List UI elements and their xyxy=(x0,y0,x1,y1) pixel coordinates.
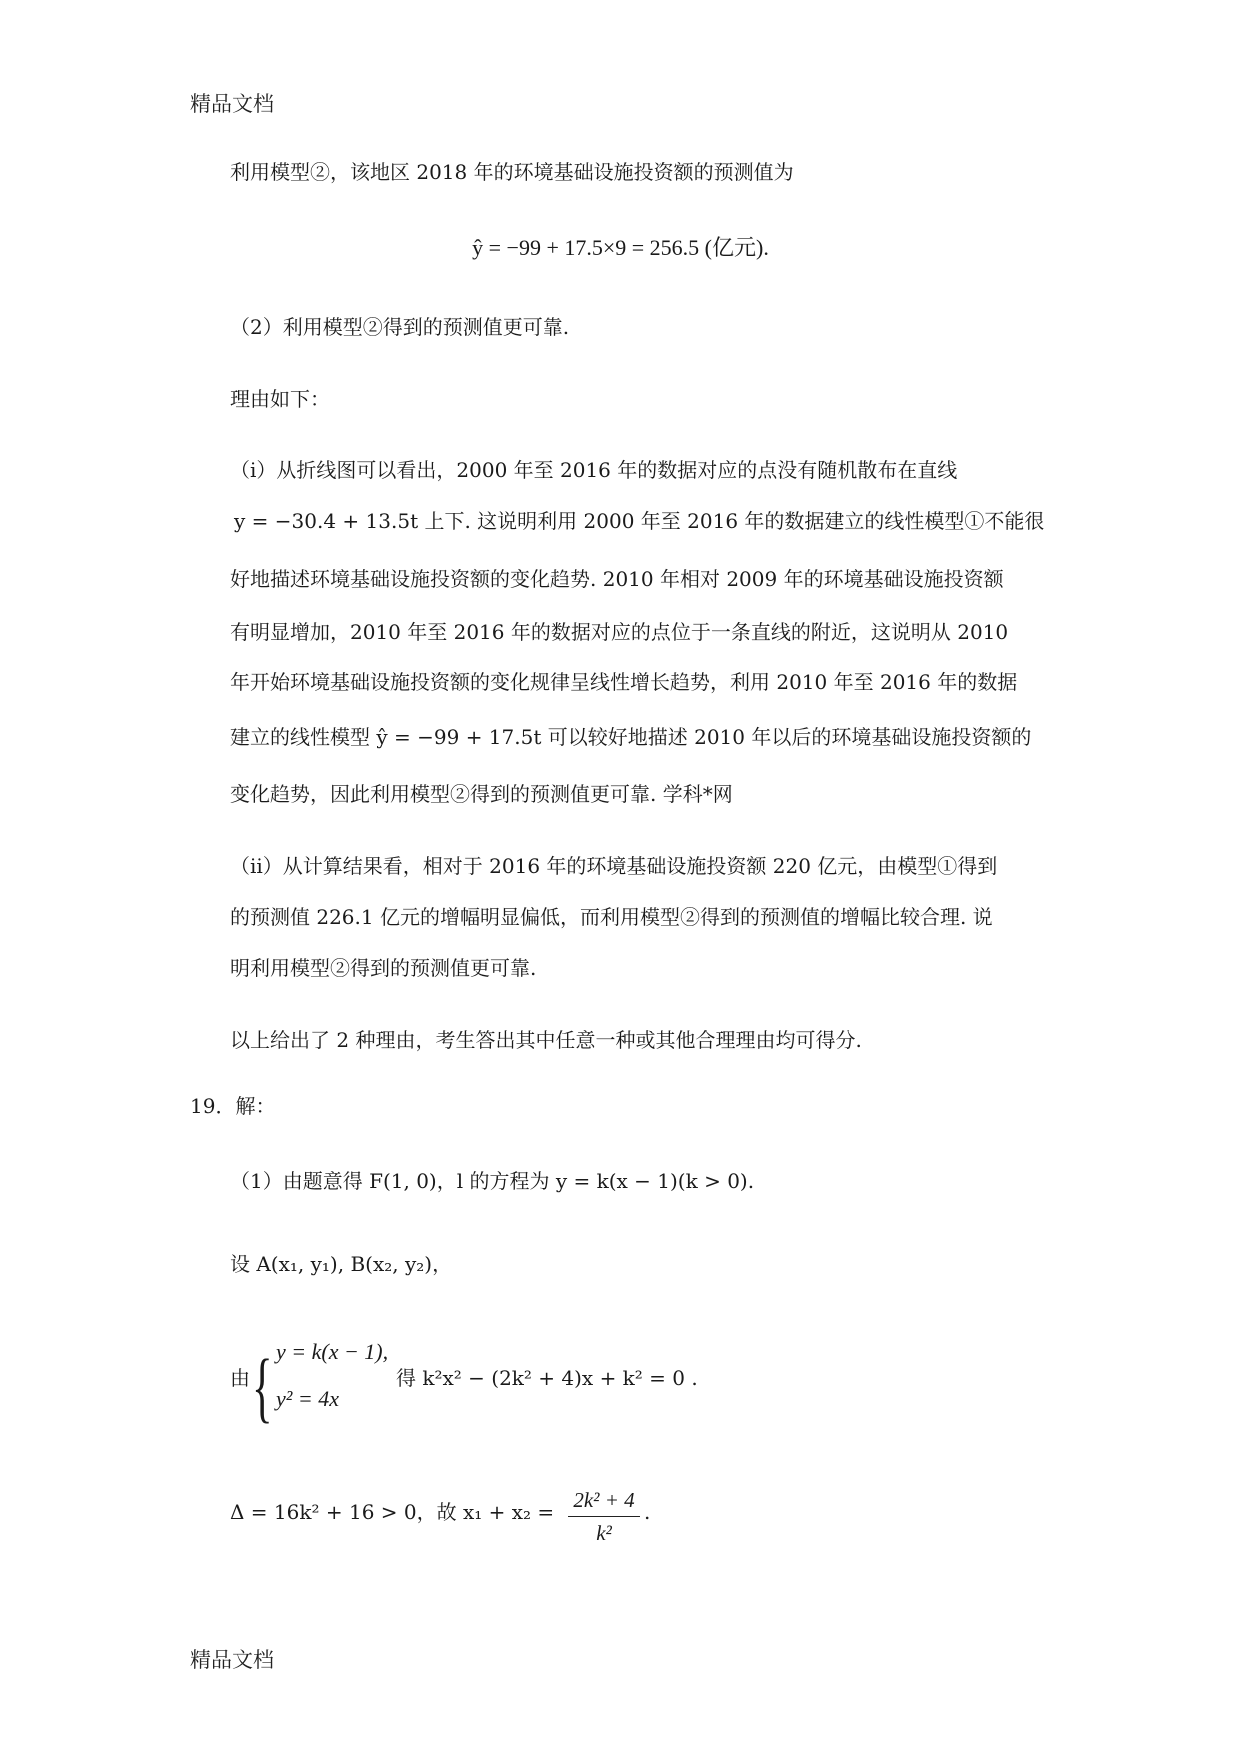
text-line-14: 明利用模型②得到的预测值更可靠. xyxy=(230,956,537,980)
text-line-11: 变化趋势，因此利用模型②得到的预测值更可靠. 学科*网 xyxy=(230,782,733,806)
header-watermark: 精品文档 xyxy=(190,92,274,116)
system-equation-2: y² = 4x xyxy=(276,1386,339,1411)
text-line-5: （ⅰ）从折线图可以看出，2000 年至 2016 年的数据对应的点没有随机散布在直线 xyxy=(230,458,958,482)
fraction-sum xyxy=(568,1486,640,1547)
text-line-17: （1）由题意得 F(1, 0)，l 的方程为 y = k(x − 1)(k > 0). xyxy=(230,1169,755,1193)
text-line-12: （ⅱ）从计算结果看，相对于 2016 年的环境基础设施投资额 220 亿元，由模型①得到 xyxy=(230,854,998,878)
system-equation-1: y = k(x − 1), xyxy=(276,1339,389,1364)
text-line-9: 年开始环境基础设施投资额的变化规律呈线性增长趋势，利用 2010 年至 2016 年的数据 xyxy=(230,670,1018,694)
text-line-13: 的预测值 226.1 亿元的增幅明显偏低，而利用模型②得到的预测值的增幅比较合理. 说 xyxy=(230,905,993,929)
fraction-denominator: k² xyxy=(596,1521,612,1545)
text-line-8: 有明显增加，2010 年至 2016 年的数据对应的点位于一条直线的附近，这说明从 2010 xyxy=(230,620,1009,644)
text-line-10: 建立的线性模型 ŷ = −99 + 17.5t 可以较好地描述 2010 年以后的环境基础设施投资额的 xyxy=(230,725,1032,749)
left-brace: { xyxy=(252,1343,273,1430)
fraction-tail: . xyxy=(644,1500,651,1524)
text-line-15: 以上给出了 2 种理由，考生答出其中任意一种或其他合理理由均可得分. xyxy=(230,1028,862,1052)
system-prefix: 由 xyxy=(230,1366,250,1390)
fraction-numerator: 2k² + 4 xyxy=(573,1488,635,1512)
text-line-3: （2）利用模型②得到的预测值更可靠. xyxy=(230,315,570,339)
text-line-7: 好地描述环境基础设施投资额的变化趋势. 2010 年相对 2009 年的环境基础设施投资额 xyxy=(230,567,1004,591)
text-line-6: y = −30.4 + 13.5t 上下. 这说明利用 2000 年至 2016 年的数据建立的线性模型①不能很 xyxy=(234,509,1045,533)
text-line-4: 理由如下： xyxy=(230,387,330,411)
problem-19-heading: 19．解： xyxy=(190,1094,276,1118)
formula-prediction: ŷ = −99 + 17.5×9 = 256.5 (亿元). xyxy=(472,235,769,260)
fraction-bar xyxy=(568,1516,640,1517)
text-line-18: 设 A(x₁, y₁), B(x₂, y₂)， xyxy=(230,1252,453,1276)
discriminant-text: Δ = 16k² + 16 > 0，故 x₁ + x₂ = xyxy=(230,1500,555,1524)
text-line-1: 利用模型②，该地区 2018 年的环境基础设施投资额的预测值为 xyxy=(230,160,794,184)
footer-watermark: 精品文档 xyxy=(190,1648,274,1672)
system-result: 得 k²x² − (2k² + 4)x + k² = 0 . xyxy=(396,1366,698,1390)
